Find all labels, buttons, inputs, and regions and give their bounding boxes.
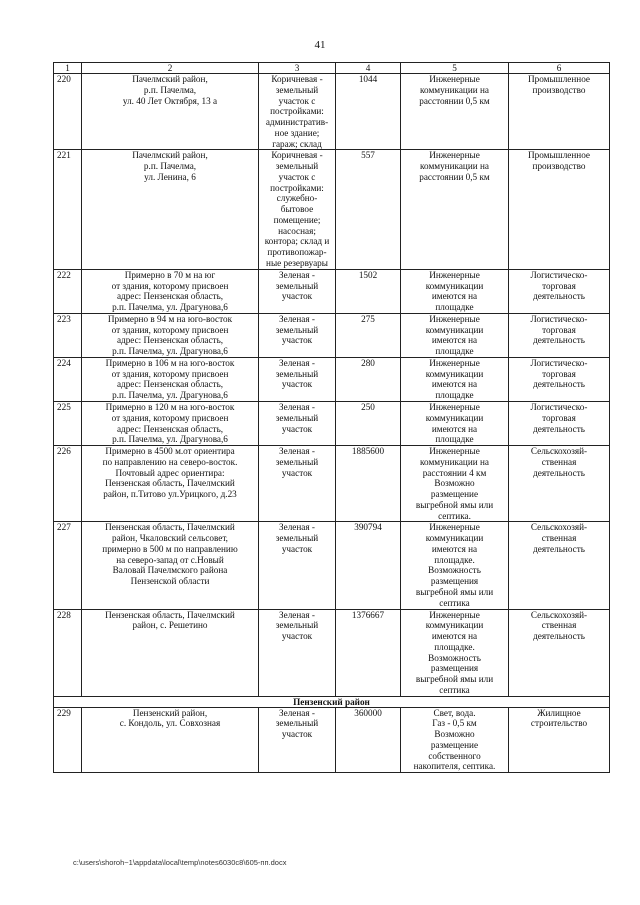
- row-number: 223: [54, 313, 82, 357]
- plot-utilities: Инженерные коммуникации имеются на площадке: [401, 401, 509, 445]
- column-number: 5: [401, 63, 509, 74]
- plot-area: 275: [336, 313, 401, 357]
- row-number: 225: [54, 401, 82, 445]
- plot-category: Зеленая - земельный участок: [259, 401, 336, 445]
- plot-address: Примерно в 120 м на юго-восток от здания, которому присвоен адрес: Пензенская область, р.п. Пачелма, ул. Драгунова,6: [82, 401, 259, 445]
- plot-purpose: Промышленное производство: [509, 74, 610, 150]
- plot-purpose: Жилищное строительство: [509, 707, 610, 773]
- plot-purpose: Сельскохозяй- ственная деятельность: [509, 609, 610, 696]
- plot-utilities: Инженерные коммуникации имеются на площадке. Возможность размещения выгребной ямы или септика: [401, 609, 509, 696]
- plot-address: Пензенский район, с. Кондоль, ул. Совхозная: [82, 707, 259, 773]
- row-number: 220: [54, 74, 82, 150]
- section-heading-row: [54, 696, 610, 707]
- land-plots-table: [53, 62, 610, 773]
- plot-utilities: Инженерные коммуникации на расстоянии 4 км Возможно размещение выгребной ямы или септика.: [401, 446, 509, 522]
- table-row: [54, 401, 610, 445]
- plot-category: Коричневая - земельный участок с постройками: служебно- бытовое помещение; насосная; контора; склад и противопожар- ные резервуары: [259, 150, 336, 269]
- plot-category: Зеленая - земельный участок: [259, 269, 336, 313]
- plot-purpose: Логистическо- торговая деятельность: [509, 357, 610, 401]
- table-row: [54, 357, 610, 401]
- page-number: 41: [314, 39, 326, 51]
- table-row: [54, 313, 610, 357]
- plot-purpose: Сельскохозяй- ственная деятельность: [509, 522, 610, 609]
- plot-utilities: Инженерные коммуникации на расстоянии 0,5 км: [401, 74, 509, 150]
- plot-area: 250: [336, 401, 401, 445]
- plot-address: Пачелмский район, р.п. Пачелма, ул. Ленина, 6: [82, 150, 259, 269]
- plot-utilities: Инженерные коммуникации на расстоянии 0,5 км: [401, 150, 509, 269]
- column-number-row: [54, 63, 610, 74]
- table-row: [54, 522, 610, 609]
- plot-purpose: Сельскохозяй- ственная деятельность: [509, 446, 610, 522]
- row-number: 229: [54, 707, 82, 773]
- row-number: 221: [54, 150, 82, 269]
- row-number: 224: [54, 357, 82, 401]
- plot-area: 1044: [336, 74, 401, 150]
- footer-file-path: c:\users\shoroh~1\appdata\local\temp\notes6030c8\605-пп.docx: [73, 858, 287, 867]
- plot-utilities: Инженерные коммуникации имеются на площадке: [401, 357, 509, 401]
- column-number: 4: [336, 63, 401, 74]
- plot-address: Пензенская область, Пачелмский район, Чкаловский сельсовет, примерно в 500 м по направлению на северо-запад от с.Новый Валовай Пачелмского района Пензенской области: [82, 522, 259, 609]
- plot-area: 360000: [336, 707, 401, 773]
- plot-utilities: Инженерные коммуникации имеются на площадке. Возможность размещения выгребной ямы или септика: [401, 522, 509, 609]
- row-number: 228: [54, 609, 82, 696]
- plot-area: 390794: [336, 522, 401, 609]
- column-number: 2: [82, 63, 259, 74]
- table-row: [54, 150, 610, 269]
- plot-category: Зеленая - земельный участок: [259, 446, 336, 522]
- plot-area: 557: [336, 150, 401, 269]
- row-number: 222: [54, 269, 82, 313]
- row-number: 226: [54, 446, 82, 522]
- table-row: [54, 74, 610, 150]
- plot-utilities: Инженерные коммуникации имеются на площадке: [401, 269, 509, 313]
- table-row: [54, 269, 610, 313]
- plot-category: Зеленая - земельный участок: [259, 357, 336, 401]
- plot-area: 280: [336, 357, 401, 401]
- table-row: [54, 609, 610, 696]
- plot-area: 1376667: [336, 609, 401, 696]
- plot-area: 1502: [336, 269, 401, 313]
- plot-address: Примерно в 94 м на юго-восток от здания, которому присвоен адрес: Пензенская область, р.п. Пачелма, ул. Драгунова,6: [82, 313, 259, 357]
- column-number: 3: [259, 63, 336, 74]
- table-row: [54, 446, 610, 522]
- plot-category: Зеленая - земельный участок: [259, 522, 336, 609]
- plot-category: Коричневая - земельный участок с постройками: административ- ное здание; гараж; склад: [259, 74, 336, 150]
- plot-purpose: Логистическо- торговая деятельность: [509, 401, 610, 445]
- plot-category: Зеленая - земельный участок: [259, 609, 336, 696]
- column-number: 1: [54, 63, 82, 74]
- plot-purpose: Логистическо- торговая деятельность: [509, 313, 610, 357]
- row-number: 227: [54, 522, 82, 609]
- plot-area: 1885600: [336, 446, 401, 522]
- plot-address: Пачелмский район, р.п. Пачелма, ул. 40 Лет Октября, 13 а: [82, 74, 259, 150]
- plot-utilities: Инженерные коммуникации имеются на площадке: [401, 313, 509, 357]
- plot-address: Примерно в 106 м на юго-восток от здания, которому присвоен адрес: Пензенская область, р.п. Пачелма, ул. Драгунова,6: [82, 357, 259, 401]
- column-number: 6: [509, 63, 610, 74]
- section-heading: Пензенский район: [54, 696, 610, 707]
- plot-address: Примерно в 70 м на юг от здания, которому присвоен адрес: Пензенская область, р.п. Пачелма, ул. Драгунова,6: [82, 269, 259, 313]
- plot-category: Зеленая - земельный участок: [259, 313, 336, 357]
- table-body: [54, 63, 610, 773]
- plot-address: Пензенская область, Пачелмский район, с. Решетино: [82, 609, 259, 696]
- table-row: [54, 707, 610, 773]
- plot-purpose: Логистическо- торговая деятельность: [509, 269, 610, 313]
- plot-purpose: Промышленное производство: [509, 150, 610, 269]
- plot-utilities: Свет, вода. Газ - 0,5 км Возможно размещение собственного накопителя, септика.: [401, 707, 509, 773]
- plot-category: Зеленая - земельный участок: [259, 707, 336, 773]
- plot-address: Примерно в 4500 м.от ориентира по направлению на северо-восток. Почтовый адрес ориентира: Пензенская область, Пачелмский район, п.Титово ул.Урицкого, д.23: [82, 446, 259, 522]
